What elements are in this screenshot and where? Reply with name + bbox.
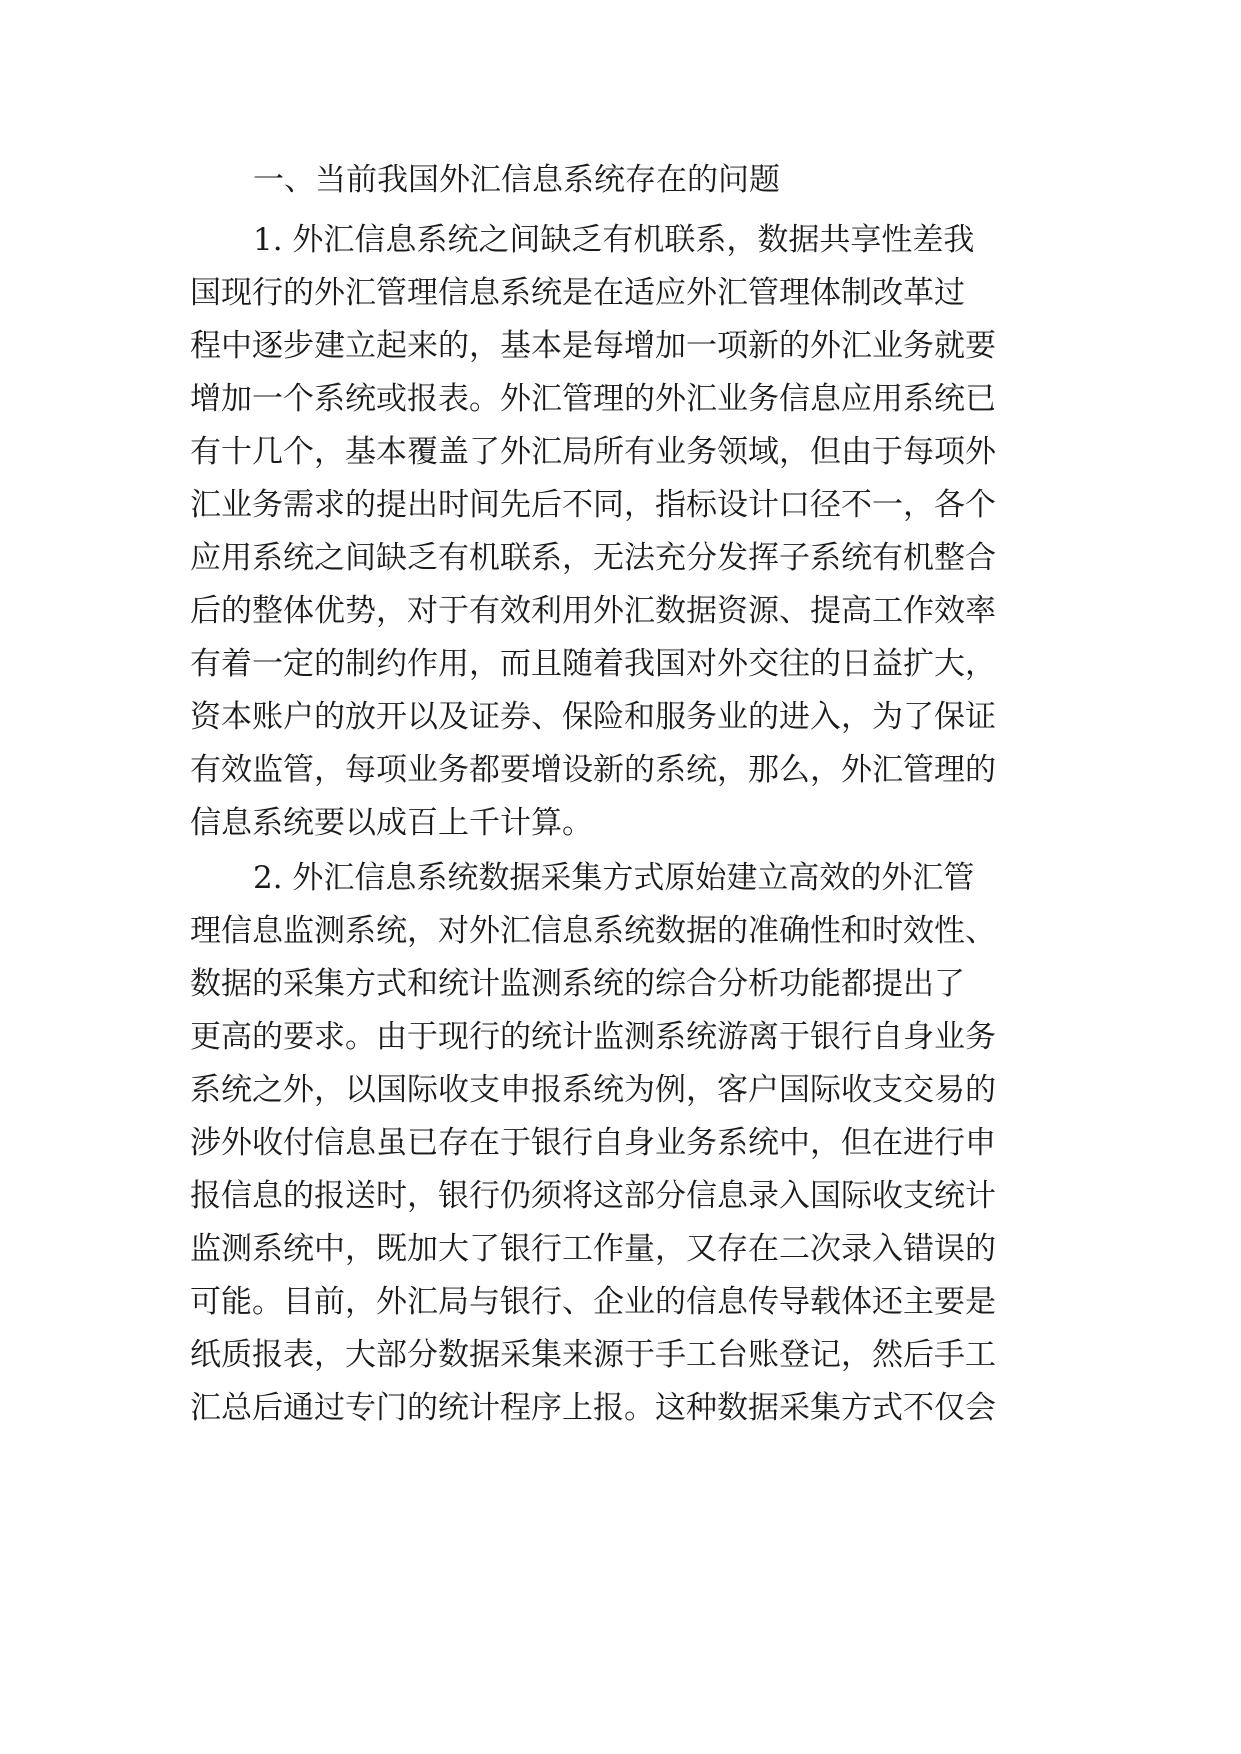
paragraph-line: 更高的要求。由于现行的统计监测系统游离于银行自身业务 xyxy=(190,1019,996,1055)
paragraph-line: 报信息的报送时，银行仍须将这部分信息录入国际收支统计 xyxy=(190,1178,996,1214)
paragraph-line: 数据的采集方式和统计监测系统的综合分析功能都提出了 xyxy=(190,966,965,1002)
paragraph-line: 有十几个，基本覆盖了外汇局所有业务领域，但由于每项外 xyxy=(190,434,996,470)
paragraph-line: 可能。目前，外汇局与银行、企业的信息传导载体还主要是 xyxy=(190,1284,996,1320)
paragraph-line: 有着一定的制约作用，而且随着我国对外交往的日益扩大， xyxy=(190,646,996,682)
paragraph-line: 1. 外汇信息系统之间缺乏有机联系，数据共享性差我 xyxy=(253,222,975,258)
paragraph-line: 增加一个系统或报表。外汇管理的外汇业务信息应用系统已 xyxy=(190,381,996,417)
paragraph-line: 汇总后通过专门的统计程序上报。这种数据采集方式不仅会 xyxy=(190,1390,996,1426)
paragraph-line: 信息系统要以成百上千计算。 xyxy=(190,805,593,841)
paragraph-line: 资本账户的放开以及证券、保险和服务业的进入，为了保证 xyxy=(190,699,996,735)
paragraph-line: 监测系统中，既加大了银行工作量，又存在二次录入错误的 xyxy=(190,1231,996,1267)
paragraph-line: 纸质报表，大部分数据采集来源于手工台账登记，然后手工 xyxy=(190,1337,996,1373)
paragraph-line: 应用系统之间缺乏有机联系，无法充分发挥子系统有机整合 xyxy=(190,540,996,576)
paragraph-line: 理信息监测系统，对外汇信息系统数据的准确性和时效性、 xyxy=(190,913,996,949)
paragraph-line: 程中逐步建立起来的，基本是每增加一项新的外汇业务就要 xyxy=(190,328,996,364)
paragraph-line: 系统之外，以国际收支申报系统为例，客户国际收支交易的 xyxy=(190,1072,996,1108)
paragraph-line: 2. 外汇信息系统数据采集方式原始建立高效的外汇管 xyxy=(253,860,975,896)
paragraph-line: 汇业务需求的提出时间先后不同，指标设计口径不一，各个 xyxy=(190,487,996,523)
paragraph-line: 有效监管，每项业务都要增设新的系统，那么，外汇管理的 xyxy=(190,752,996,788)
paragraph-line: 后的整体优势，对于有效利用外汇数据资源、提高工作效率 xyxy=(190,593,996,629)
paragraph-line: 国现行的外汇管理信息系统是在适应外汇管理体制改革过 xyxy=(190,275,965,311)
section-heading: 一、当前我国外汇信息系统存在的问题 xyxy=(253,162,780,198)
paragraph-line: 涉外收付信息虽已存在于银行自身业务系统中，但在进行申 xyxy=(190,1125,996,1161)
